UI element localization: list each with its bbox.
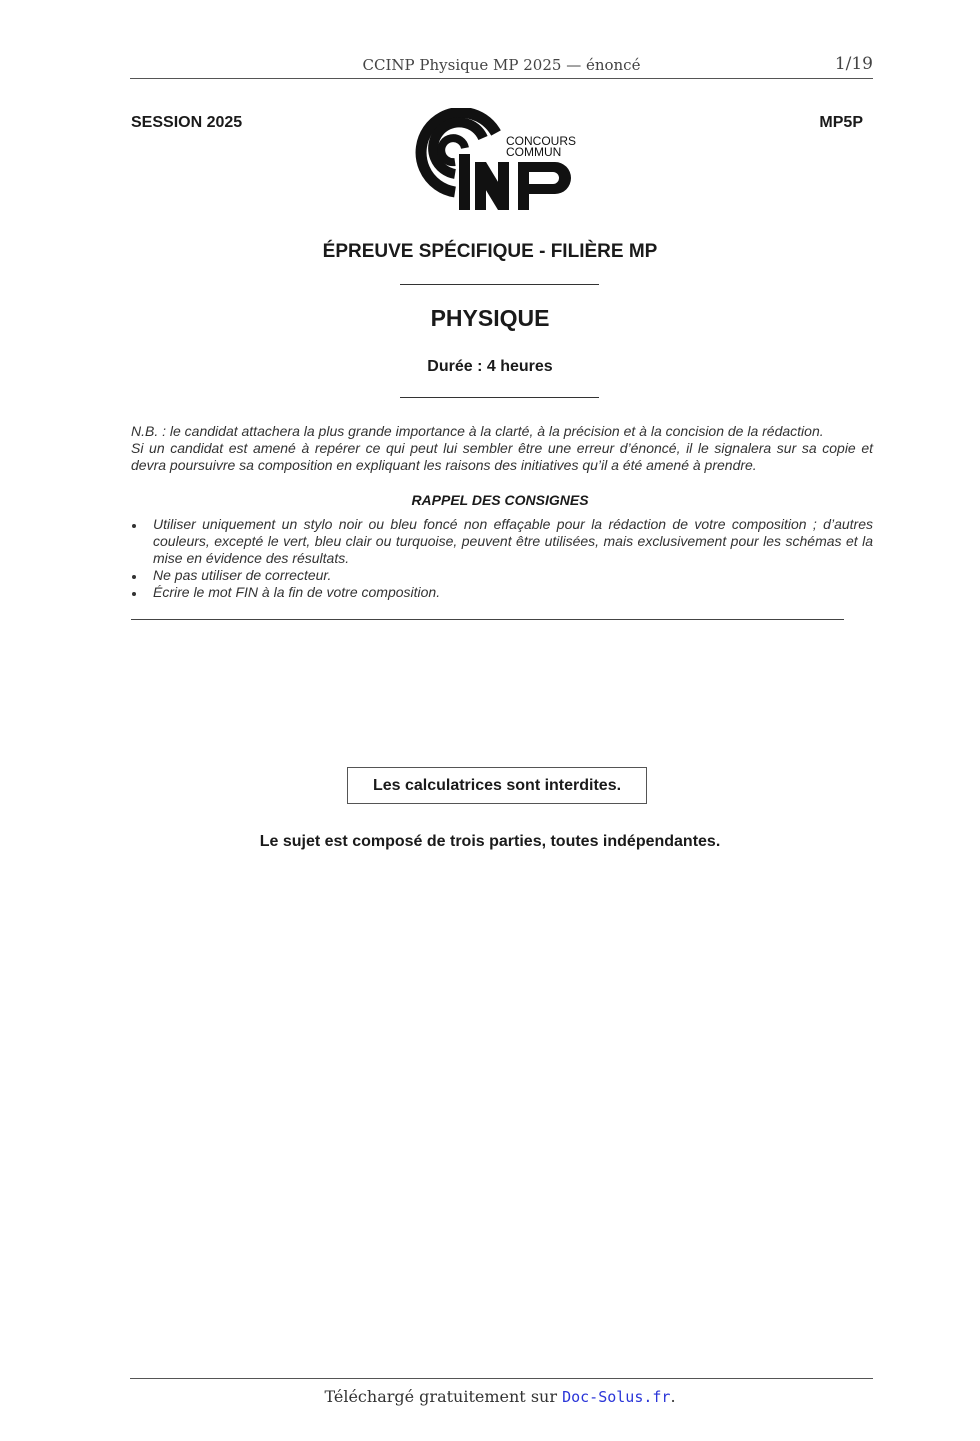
consigne-item: Écrire le mot FIN à la fin de votre composition.	[131, 584, 873, 601]
divider	[400, 284, 599, 285]
doc-solus-link[interactable]: Doc-Solus.fr	[562, 1388, 671, 1406]
duration: Durée : 4 heures	[427, 358, 553, 375]
logo-text-concours: CONCOURS	[506, 134, 577, 148]
page-number: 1/19	[834, 54, 873, 74]
footer-suffix: .	[670, 1387, 676, 1406]
consignes-title: RAPPEL DES CONSIGNES	[411, 492, 589, 508]
divider	[131, 619, 844, 620]
structure-notice: Le sujet est composé de trois parties, toutes indépendantes.	[259, 833, 721, 850]
footer-divider	[130, 1378, 873, 1379]
running-header-title: CCINP Physique MP 2025 — énoncé	[362, 56, 641, 74]
nb-line: N.B. : le candidat attachera la plus grande importance à la clarté, à la précision et à la concision de la rédaction.	[131, 423, 824, 439]
footer	[0, 1387, 980, 1406]
consigne-item: Ne pas utiliser de correcteur.	[131, 567, 873, 584]
exam-code: MP5P	[819, 114, 863, 131]
consigne-item: Utiliser uniquement un stylo noir ou bleu foncé non effaçable pour la rédaction de votre composition ; d’autres couleurs, excepté le vert, bleu clair ou turquoise, peuvent être utilisées, mais exclusivement pour les schémas et la mise en évidence des résultats.	[131, 516, 873, 567]
session-label: SESSION 2025	[131, 114, 243, 131]
ccinp-logo	[413, 108, 593, 214]
calculators-text: Les calculatrices sont interdites.	[372, 776, 622, 794]
epreuve-title: ÉPREUVE SPÉCIFIQUE - FILIÈRE MP	[322, 241, 658, 262]
logo-text-commun: COMMUN	[506, 145, 562, 159]
nb-notice	[131, 423, 873, 474]
consignes-list	[131, 516, 873, 601]
nb-line: Si un candidat est amené à repérer ce qui peut lui sembler être une erreur d’énoncé, il le signalera sur sa copie et devra poursuivre sa composition en expliquant les raisons des initiatives qu’il a été amené à prendre.	[131, 440, 873, 473]
divider	[400, 397, 599, 398]
calculators-notice	[347, 767, 647, 804]
footer-prefix: Téléchargé gratuitement sur	[324, 1387, 557, 1406]
running-header	[130, 54, 873, 79]
subject-title: PHYSIQUE	[430, 305, 550, 331]
